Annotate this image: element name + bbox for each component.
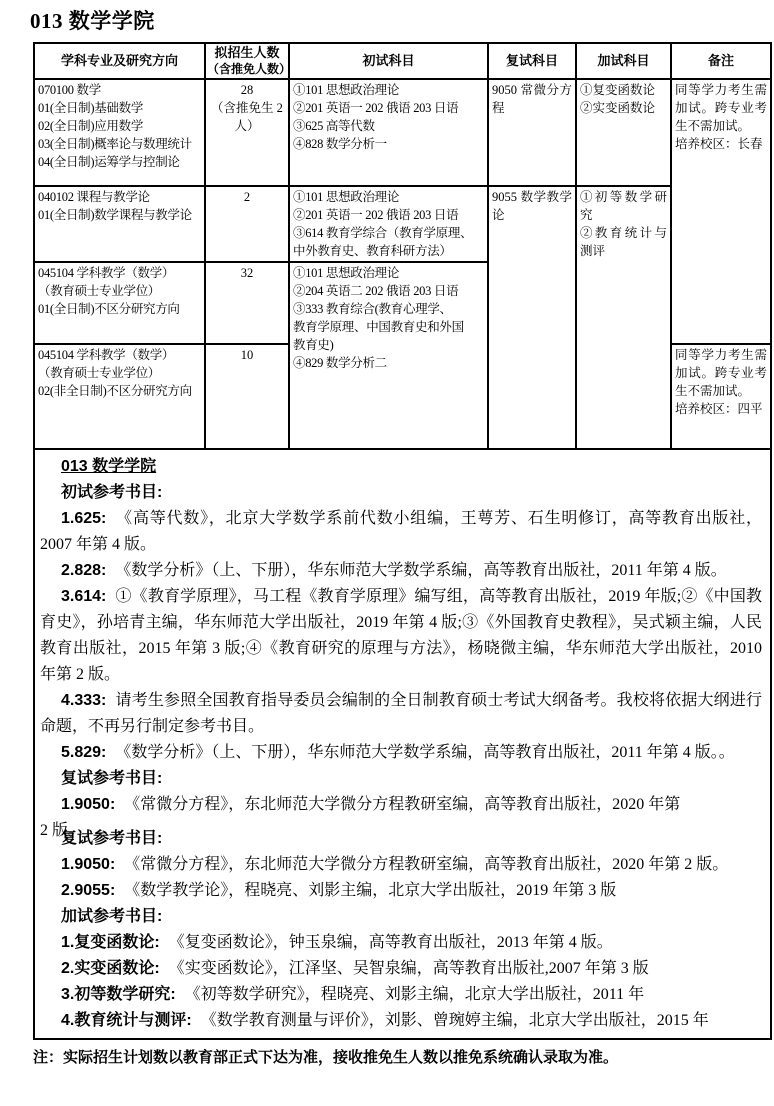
reference-label: 2.9055: (61, 882, 116, 899)
reference-label: 4.教育统计与测评: (61, 1012, 192, 1029)
exam-line: ②201 英语一 202 俄语 203 日语 (293, 101, 459, 115)
retest-cell: 9050 常微分方程 (488, 79, 576, 186)
program-line: 045104 学科教学（数学） (38, 348, 175, 362)
page-title: 013 数学学院 (30, 9, 155, 33)
table-row (34, 79, 771, 186)
initial-references-heading: 初试参考书目: (61, 484, 163, 501)
reference-item (40, 506, 762, 558)
reference-text: 《数学分析》（上、下册），华东师范大学数学系编，高等教育出版社，2011 年第 4 版。 (115, 562, 727, 579)
remarks-campus: 培养校区：四平 (675, 402, 763, 416)
references-title-line (40, 454, 762, 480)
program-line: 045104 学科教学（数学） (38, 266, 175, 280)
remarks-campus: 培养校区：长春 (675, 137, 763, 151)
remarks-text: 同等学力考生需加试。跨专业考生不需加试。 (675, 83, 767, 133)
additional-exam-item: ②教育统计与测评 (580, 226, 667, 258)
footnote: 注：实际招生计划数以教育部正式下达为准，接收推免生人数以推免系统确认录取为准。 (33, 1049, 619, 1066)
program-line: 040102 课程与教学论 (38, 190, 150, 204)
reference-text: 《复变函数论》，钟玉泉编，高等教育出版社，2013 年第 4 版。 (168, 934, 613, 951)
program-line: 03(全日制)概率论与数理统计 (38, 137, 192, 151)
reference-item (40, 1008, 762, 1034)
quota-cell (205, 79, 289, 186)
exam-line: ③614 教育学综合（教育学原理、 (293, 226, 473, 240)
program-line: 01(全日制)基础数学 (38, 101, 144, 115)
reference-label: 3.初等数学研究: (61, 986, 176, 1003)
additional-references-heading: 加试参考书目: (61, 908, 163, 925)
reference-label: 1.复变函数论: (61, 934, 160, 951)
column-header-additional-exam: 加试科目 (576, 43, 671, 79)
quota-cell: 32 (205, 262, 289, 344)
reference-item (40, 930, 762, 956)
reference-item (40, 956, 762, 982)
reference-item (40, 878, 762, 904)
program-line: （教育硕士专业学位） (38, 284, 161, 298)
program-line: 02(全日制)应用数学 (38, 119, 144, 133)
column-header-quota (205, 43, 292, 79)
reference-label: 2.实变函数论: (61, 960, 160, 977)
quota-note: （含推免生 2 人） (211, 101, 283, 133)
reference-label: 1.625: (61, 510, 107, 527)
exam-line: ①101 思想政治理论 (293, 266, 400, 280)
table-header-row (34, 43, 771, 79)
quota-header-line1: 拟招生人数 (214, 45, 280, 60)
initial-exam-cell (289, 79, 488, 186)
reference-item (40, 584, 762, 688)
reference-text: 《常微分方程》，东北师范大学微分方程教研室编，高等教育出版社，2020 年第 (124, 796, 681, 813)
remarks-cell-changchun (671, 79, 771, 344)
reference-text: 《数学教学论》，程晓亮、刘影主编，北京大学出版社，2019 年第 3 版 (124, 882, 617, 899)
program-cell (34, 262, 205, 344)
reference-text: ①《教育学原理》，马工程《教育学原理》编写组，高等教育出版社，2019 年版;②《中国教育史》，孙培青主编，华东师范大学出版社，2019 年第 4 版;③《外国教育史教程》，吴式颖主编，人民教育出版社，2015 年第 3 版;④《教育研究的原理与方法》，杨晓微主编，华东师范大学出版社，2010 年第 2 版。 (40, 588, 762, 683)
program-cell (34, 344, 205, 449)
column-header-program: 学科专业及研究方向 (34, 43, 205, 79)
reference-label: 4.333: (61, 692, 107, 709)
exam-line: ④829 数学分析二 (293, 356, 387, 370)
references-title: 013 数学学院 (61, 458, 157, 475)
reference-text: 《数学分析》（上、下册），华东师范大学数学系编，高等教育出版社，2011 年第 4 版。。 (115, 744, 735, 761)
column-header-remarks: 备注 (671, 43, 771, 79)
reference-text: 请考生参照全国教育指导委员会编制的全日制教育硕士考试大纲备考。我校将依据大纲进行命题，不再另行制定参考书目。 (40, 692, 762, 735)
exam-line: ①101 思想政治理论 (293, 83, 400, 97)
reference-label: 1.9050: (61, 796, 116, 813)
reference-label: 5.829: (61, 744, 107, 761)
exam-line: ③333 教育综合(教育心理学、 (293, 302, 452, 316)
additional-exam-item: ①初等数学研究 (580, 190, 667, 222)
additional-exam-item: ②实变函数论 (580, 101, 656, 115)
program-cell (34, 186, 205, 262)
reference-label: 1.9050: (61, 856, 116, 873)
remarks-text: 同等学力考生需加试。跨专业考生不需加试。 (675, 348, 767, 398)
references-section (35, 450, 770, 1038)
exam-line: 教育史) (293, 338, 334, 352)
program-line: 01(全日制)数学课程与教学论 (38, 208, 192, 222)
exam-line: 中外教育史、教育科研方法） (293, 244, 452, 258)
quota-cell: 2 (205, 186, 289, 262)
exam-line: ②201 英语一 202 俄语 203 日语 (293, 208, 459, 222)
initial-exam-cell (289, 262, 488, 449)
reference-item (40, 740, 762, 766)
exam-line: ④828 数学分析一 (293, 137, 387, 151)
quota-header-line2: （含推免人数） (207, 62, 292, 76)
column-header-retest: 复试科目 (488, 43, 576, 79)
program-cell (34, 79, 205, 186)
reference-item (40, 792, 762, 818)
reference-text: 《常微分方程》，东北师范大学微分方程教研室编，高等教育出版社，2020 年第 2 版。 (124, 856, 729, 873)
exam-line: ②204 英语二 202 俄语 203 日语 (293, 284, 459, 298)
remarks-cell-siping (671, 344, 771, 449)
program-line: 02(非全日制)不区分研究方向 (38, 384, 192, 398)
exam-line: ③625 高等代数 (293, 119, 375, 133)
exam-line: ①101 思想政治理论 (293, 190, 400, 204)
reference-label: 2.828: (61, 562, 107, 579)
reference-text: 《数学教育测量与评价》，刘影、曾琬婷主编，北京大学出版社，2015 年 (200, 1012, 709, 1029)
additional-exam-cell (576, 186, 671, 449)
quota-number: 28 (240, 83, 254, 97)
reference-text: 《初等数学研究》，程晓亮、刘影主编，北京大学出版社，2011 年 (184, 986, 645, 1003)
reference-item (40, 688, 762, 740)
program-line: 04(全日制)运筹学与控制论 (38, 155, 180, 169)
retest-references-heading-first: 复试参考书目: (61, 770, 163, 787)
admissions-table (33, 42, 772, 1040)
column-header-initial-exam: 初试科目 (289, 43, 488, 79)
additional-exam-cell (576, 79, 671, 186)
references-row (34, 449, 771, 1039)
reference-item (40, 558, 762, 584)
reference-text: 《实变函数论》，江泽坚、吴智泉编，高等教育出版社,2007 年第 3 版 (168, 960, 649, 977)
references-cell (34, 449, 771, 1039)
exam-line: 教育学原理、中国教育史和外国 (293, 320, 464, 334)
table-row (34, 186, 771, 262)
retest-cell: 9055 数学教学论 (488, 186, 576, 449)
program-line: 070100 数学 (38, 83, 101, 97)
reference-item (40, 852, 762, 878)
additional-exam-item: ①复变函数论 (580, 83, 656, 97)
reference-label: 3.614: (61, 588, 107, 605)
reference-text: 《高等代数》，北京大学数学系前代数小组编，王萼芳、石生明修订，高等教育出版社，2007 年第 4 版。 (40, 510, 762, 553)
program-line: （教育硕士专业学位） (38, 366, 161, 380)
program-line: 01(全日制)不区分研究方向 (38, 302, 180, 316)
initial-exam-cell (289, 186, 488, 262)
reference-item (40, 982, 762, 1008)
clipped-text-line: 2 版。 (40, 822, 85, 839)
quota-cell: 10 (205, 344, 289, 449)
retest-references-heading: 复试参考书目: (61, 830, 163, 847)
